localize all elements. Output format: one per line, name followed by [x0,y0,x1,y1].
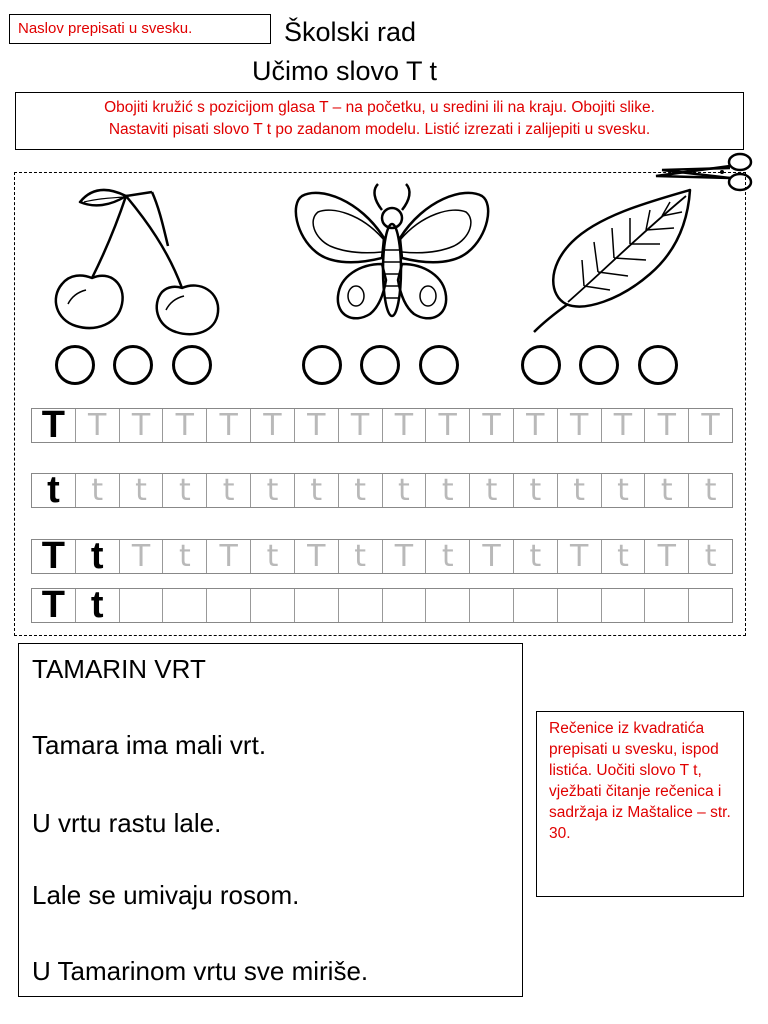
trace-letter[interactable]: T [250,409,294,442]
trace-letter[interactable]: t [644,474,688,507]
empty-writing-cell[interactable] [557,589,601,622]
trace-letter[interactable]: T [469,540,513,573]
empty-writing-cell[interactable] [469,589,513,622]
writing-row-uppercase [31,404,733,446]
empty-writing-cell[interactable] [513,589,557,622]
writing-row-lowercase [31,469,733,511]
writing-row-mixed [31,535,733,577]
model-letter: T [41,584,66,626]
trace-letter[interactable]: T [206,540,250,573]
empty-writing-cell[interactable] [382,589,426,622]
empty-writing-cell[interactable] [644,589,688,622]
empty-writing-cell[interactable] [119,589,163,622]
sound-position-circle-leaf-end[interactable] [638,345,678,385]
trace-letter[interactable]: T [469,409,513,442]
empty-writing-cell[interactable] [250,589,294,622]
empty-writing-cell[interactable] [688,589,732,622]
title-copy-note: Naslov prepisati u svesku. [9,14,271,44]
trace-letter[interactable]: t [425,474,469,507]
trace-letter[interactable]: t [119,474,163,507]
model-letter: t [75,589,119,622]
trace-letter[interactable]: T [119,540,163,573]
model-letter: t [75,540,119,573]
sound-position-circle-leaf-middle[interactable] [579,345,619,385]
trace-letter[interactable]: t [338,474,382,507]
trace-letter[interactable]: T [644,409,688,442]
writing-row-free [31,584,733,626]
model-letter: T [41,535,66,577]
trace-letter[interactable]: T [382,409,426,442]
trace-letter[interactable]: t [250,474,294,507]
model-letter: T [41,404,66,446]
trace-letter[interactable]: T [382,540,426,573]
model-letter: t [47,469,60,511]
sound-position-circle-butterfly-start[interactable] [302,345,342,385]
trace-letter[interactable]: T [601,409,645,442]
page-title: Školski rad [284,17,417,47]
trace-letter[interactable]: t [688,540,732,573]
trace-letter[interactable]: t [250,540,294,573]
trace-letter[interactable]: T [644,540,688,573]
trace-letter[interactable]: T [557,409,601,442]
trace-letter[interactable]: t [162,474,206,507]
trace-letter[interactable]: T [338,409,382,442]
trace-letter[interactable]: t [513,540,557,573]
page-subtitle: Učimo slovo T t [252,56,438,86]
trace-letter[interactable]: t [294,474,338,507]
empty-writing-cell[interactable] [601,589,645,622]
sound-position-circle-leaf-start[interactable] [521,345,561,385]
sound-position-circle-butterfly-end[interactable] [419,345,459,385]
trace-letter[interactable]: t [601,540,645,573]
empty-writing-cell[interactable] [294,589,338,622]
trace-letter[interactable]: T [294,409,338,442]
story-sentence: Tamara ima mali vrt. [32,730,267,760]
trace-letter[interactable]: T [688,409,732,442]
trace-letter[interactable]: T [513,409,557,442]
trace-letter[interactable]: t [601,474,645,507]
trace-letter[interactable]: T [162,409,206,442]
trace-letter[interactable]: t [162,540,206,573]
empty-writing-cell[interactable] [162,589,206,622]
trace-letter[interactable]: t [75,474,119,507]
cherries-icon [48,180,233,340]
story-sentence: U vrtu rastu lale. [32,808,222,838]
trace-letter[interactable]: t [688,474,732,507]
empty-writing-cell[interactable] [206,589,250,622]
trace-letter[interactable]: t [425,540,469,573]
sound-position-circle-cherries-middle[interactable] [113,345,153,385]
leaf-icon [528,180,703,340]
trace-letter[interactable]: t [382,474,426,507]
trace-letter[interactable]: t [206,474,250,507]
trace-letter[interactable]: t [557,474,601,507]
instructions-line-2: Nastaviti pisati slovo T t po zadanom modelu. Listić izrezati i zalijepiti u svesku. [108,121,651,138]
sound-position-circle-butterfly-middle[interactable] [360,345,400,385]
trace-letter[interactable]: T [75,409,119,442]
butterfly-icon [290,180,495,340]
trace-letter[interactable]: T [425,409,469,442]
side-instruction-note: Rečenice iz kvadratića prepisati u svesku, ispod listića. Uočiti slovo T t, vježbati čitanje rečenica i sadržaja iz Maštalice – str. 30. [536,711,744,897]
instructions-line-1: Obojiti kružić s pozicijom glasa T – na početku, u sredini ili na kraju. Obojiti slike. [104,99,655,116]
story-title: TAMARIN VRT [32,654,206,684]
trace-letter[interactable]: t [469,474,513,507]
empty-writing-cell[interactable] [425,589,469,622]
trace-letter[interactable]: T [294,540,338,573]
trace-letter[interactable]: T [557,540,601,573]
trace-letter[interactable]: T [119,409,163,442]
story-sentence: U Tamarinom vrtu sve miriše. [32,956,369,986]
trace-letter[interactable]: t [338,540,382,573]
trace-letter[interactable]: T [206,409,250,442]
story-sentence: Lale se umivaju rosom. [32,880,300,910]
instructions-box [15,92,744,150]
story-box [18,643,523,997]
sound-position-circle-cherries-end[interactable] [172,345,212,385]
empty-writing-cell[interactable] [338,589,382,622]
sound-position-circle-cherries-start[interactable] [55,345,95,385]
trace-letter[interactable]: t [513,474,557,507]
